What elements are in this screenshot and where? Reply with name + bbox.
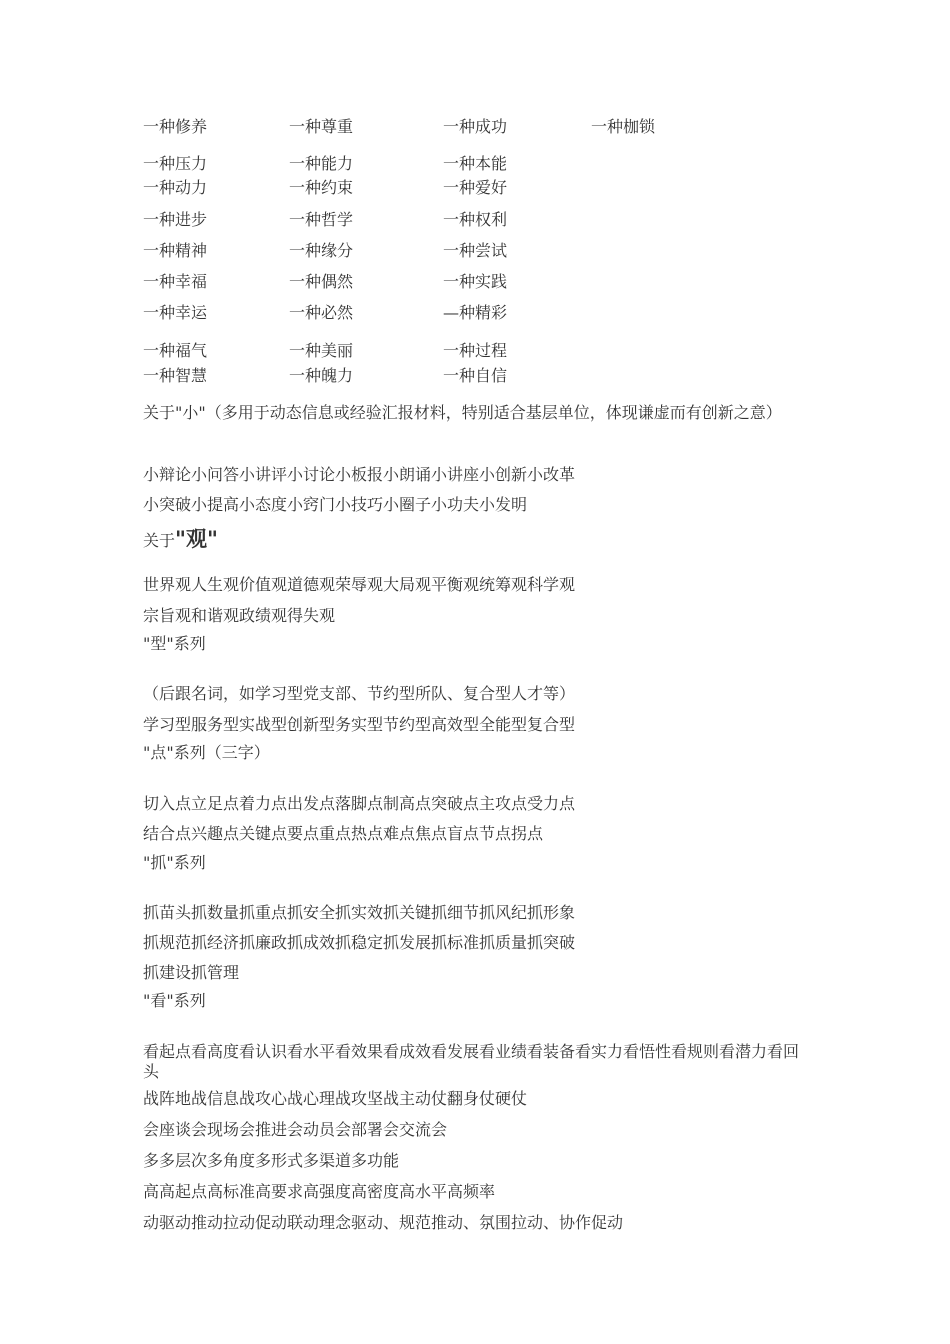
grid-cell: 一种幸运	[143, 303, 208, 322]
grid-cell: 一种成功	[443, 117, 508, 136]
guan-line: 世界观人生观价值观道德观荣辱观大局观平衡观统筹观科学观	[143, 575, 576, 594]
grid-cell: 一种尊重	[289, 117, 354, 136]
grid-cell: 一种枷锁	[591, 117, 656, 136]
guan-line: 宗旨观和谐观政绩观得失观	[143, 606, 336, 625]
grid-cell: 一种哲学	[289, 210, 354, 229]
grid-cell: 一种约束	[289, 178, 354, 197]
dong-line: 动驱动推动拉动促动联动理念驱动、规范推动、氛围拉动、协作促动	[143, 1213, 624, 1232]
grid-cell: 一种修养	[143, 117, 208, 136]
xing-line: 学习型服务型实战型创新型务实型节约型高效型全能型复合型	[143, 715, 576, 734]
grid-cell: 一种过程	[443, 341, 508, 360]
grid-cell: 一种智慧	[143, 366, 208, 385]
grid-cell: 一种实践	[443, 272, 508, 291]
dian-line: 结合点兴趣点关键点要点重点热点难点焦点盲点节点拐点	[143, 824, 544, 843]
grid-cell: 一种压力	[143, 154, 208, 173]
grid-cell: 一种魄力	[289, 366, 354, 385]
grid-cell: 一种动力	[143, 178, 208, 197]
gao-line: 高高起点高标准高要求高强度高密度高水平高频率	[143, 1182, 496, 1201]
zhan-line: 战阵地战信息战攻心战心理战攻坚战主动仗翻身仗硬仗	[143, 1089, 528, 1108]
grid-cell: 一种必然	[289, 303, 354, 322]
zhua-line: 抓规范抓经济抓廉政抓成效抓稳定抓发展抓标准抓质量抓突破	[143, 933, 576, 952]
xing-heading: "型"系列	[143, 634, 206, 653]
grid-cell: 一种缘分	[289, 241, 354, 260]
grid-cell: 一种精神	[143, 241, 208, 260]
guan-heading-prefix: 关于	[143, 531, 176, 550]
grid-cell: 一种能力	[289, 154, 354, 173]
zhua-line: 抓建设抓管理	[143, 963, 240, 982]
dian-line: 切入点立足点着力点出发点落脚点制高点突破点主攻点受力点	[143, 794, 576, 813]
xiao-line: 小辩论小问答小讲评小讨论小板报小朗诵小讲座小创新小改革	[143, 465, 576, 484]
grid-cell: 一种福气	[143, 341, 208, 360]
grid-cell: 一种尝试	[443, 241, 508, 260]
xing-note: （后跟名词，如学习型党支部、节约型所队、复合型人才等）	[143, 684, 576, 703]
xiao-line: 小突破小提高小态度小窍门小技巧小圈子小功夫小发明	[143, 495, 528, 514]
grid-cell: 一种爱好	[443, 178, 508, 197]
guan-heading-keyword: "观"	[175, 526, 218, 551]
kan-heading: "看"系列	[143, 991, 206, 1010]
grid-cell: 一种本能	[443, 154, 508, 173]
xiao-heading: 关于"小"（多用于动态信息或经验汇报材料，特别适合基层单位，体现谦虚而有创新之意）	[143, 403, 782, 422]
dian-heading: "点"系列（三字）	[143, 743, 270, 762]
grid-cell: 一种幸福	[143, 272, 208, 291]
kan-line: 看起点看高度看认识看水平看效果看成效看发展看业绩看装备看实力看悟性看规则看潜力看回头	[143, 1042, 800, 1081]
grid-cell: 一种进步	[143, 210, 208, 229]
grid-cell: 一种自信	[443, 366, 508, 385]
grid-cell: —种精彩	[443, 303, 508, 322]
duo-line: 多多层次多角度多形式多渠道多功能	[143, 1151, 400, 1170]
grid-cell: 一种美丽	[289, 341, 354, 360]
zhua-line: 抓苗头抓数量抓重点抓安全抓实效抓关键抓细节抓风纪抓形象	[143, 903, 576, 922]
hui-line: 会座谈会现场会推进会动员会部署会交流会	[143, 1120, 448, 1139]
grid-cell: 一种偶然	[289, 272, 354, 291]
guan-heading	[143, 526, 218, 551]
zhua-heading: "抓"系列	[143, 853, 206, 872]
grid-cell: 一种权利	[443, 210, 508, 229]
